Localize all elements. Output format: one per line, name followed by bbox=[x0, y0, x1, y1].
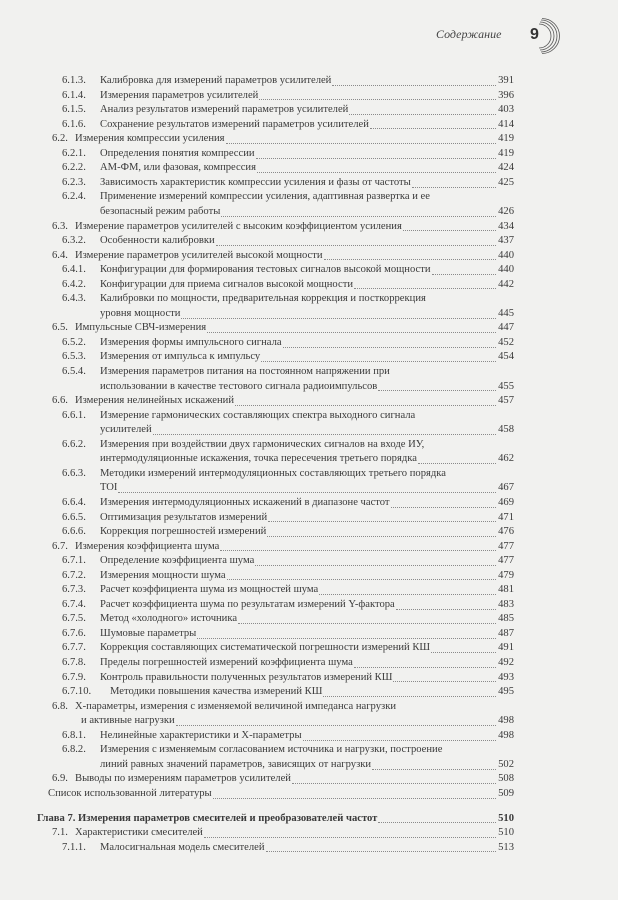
toc-entry-title: Методики повышения качества измерений КШ bbox=[110, 686, 323, 698]
toc-entry-number: 6.4.2. bbox=[62, 278, 86, 290]
dot-leader bbox=[412, 187, 496, 188]
dot-leader bbox=[181, 318, 496, 319]
dot-leader bbox=[197, 638, 496, 639]
toc-entry-title: безопасный режим работы bbox=[100, 205, 221, 217]
toc-entry-number: 6.7.1. bbox=[62, 555, 86, 567]
dot-leader bbox=[261, 361, 496, 362]
running-header-title: Содержание bbox=[436, 27, 502, 41]
toc-entry-title: Применение измерений компрессии усиления, адаптивная развертка и ее bbox=[100, 191, 430, 203]
dot-leader bbox=[176, 725, 496, 726]
dot-leader bbox=[207, 332, 496, 333]
toc-entry-continuation[interactable] bbox=[100, 380, 514, 395]
dot-leader bbox=[267, 536, 496, 537]
toc-entry-title: Определения понятия компрессии bbox=[100, 147, 255, 159]
toc-entry-page: 442 bbox=[498, 278, 514, 290]
toc-entry-number: 6.6.2. bbox=[62, 438, 86, 450]
toc-entry-title: Шумовые параметры bbox=[100, 627, 197, 639]
toc-entry[interactable] bbox=[62, 438, 514, 453]
toc-entry[interactable] bbox=[62, 89, 514, 104]
dot-leader bbox=[418, 463, 496, 464]
toc-entry-title: уровня мощности bbox=[100, 307, 181, 319]
toc-entry-number: 6.6.1. bbox=[62, 409, 86, 421]
toc-entry-page: 391 bbox=[498, 75, 514, 86]
toc-entry-title: Измерение параметров усилителей с высоким коэффициентом усиления bbox=[75, 220, 402, 232]
toc-entry-number: 6.2.1. bbox=[62, 147, 86, 159]
toc-entry-page: 508 bbox=[498, 773, 514, 785]
toc-entry[interactable] bbox=[52, 772, 514, 787]
toc-entry-continuation[interactable] bbox=[100, 481, 514, 496]
toc-entry-page: 419 bbox=[498, 133, 514, 145]
toc-entry[interactable] bbox=[62, 147, 514, 162]
toc-entry[interactable] bbox=[62, 234, 514, 249]
toc-entry-title: Малосигнальная модель смесителей bbox=[100, 841, 265, 853]
dot-leader bbox=[396, 609, 496, 610]
dot-leader bbox=[266, 851, 496, 852]
toc-entry-number: 6.6. bbox=[52, 395, 68, 407]
toc-entry-number: 6.1.4. bbox=[62, 89, 86, 101]
toc-entry-title: Измерения интермодуляционных искажений в диапазоне частот bbox=[100, 496, 390, 508]
toc-entry-title: Измерение гармонических составляющих спектра выходного сигнала bbox=[100, 409, 416, 421]
toc-entry-page: 510 bbox=[498, 812, 514, 824]
toc-entry-number: 7.1.1. bbox=[62, 841, 86, 853]
toc-entry-number: 6.8.2. bbox=[62, 744, 86, 756]
toc-entry-page: 471 bbox=[498, 511, 514, 523]
toc-entry-number: 6.1.6. bbox=[62, 118, 86, 130]
toc-entry[interactable] bbox=[62, 583, 514, 598]
toc-entry-page: 447 bbox=[498, 322, 514, 334]
toc-entry-title: Зависимость характеристик компрессии усиления и фазы от частоты bbox=[100, 176, 411, 188]
toc-entry-page: 481 bbox=[498, 584, 514, 596]
toc-entry-title: Конфигурации для приема сигналов высокой мощности bbox=[100, 278, 353, 290]
toc-entry[interactable] bbox=[62, 190, 514, 205]
toc-entry-title: Калибровки по мощности, предварительная коррекция и посткоррекция bbox=[100, 293, 426, 305]
toc-entry-page: 469 bbox=[498, 496, 514, 508]
dot-leader bbox=[221, 216, 496, 217]
toc-entry-title: Определение коэффициента шума bbox=[100, 555, 255, 567]
toc-entry[interactable] bbox=[62, 569, 514, 584]
toc-entry-title: Конфигурации для формирования тестовых сигналов высокой мощности bbox=[100, 264, 431, 276]
dot-leader bbox=[403, 230, 496, 231]
toc-entry-page: 513 bbox=[498, 841, 514, 853]
dot-leader bbox=[319, 594, 496, 595]
toc-entry-title: Контроль правильности полученных результатов измерений КШ bbox=[100, 671, 393, 683]
toc-entry-number: 6.3. bbox=[52, 220, 68, 232]
toc-entry-page: 485 bbox=[498, 613, 514, 625]
page-number-badge bbox=[526, 18, 562, 54]
dot-leader bbox=[372, 769, 496, 770]
dot-leader bbox=[354, 667, 496, 668]
toc-entry-number: 6.2.2. bbox=[62, 162, 86, 174]
toc-entry-page: 477 bbox=[498, 540, 514, 552]
toc-entry-page: 479 bbox=[498, 569, 514, 581]
toc-entry[interactable] bbox=[62, 467, 514, 482]
toc-entry[interactable] bbox=[62, 278, 514, 293]
toc-entry[interactable] bbox=[62, 743, 514, 758]
dot-leader bbox=[349, 114, 496, 115]
toc-entry-page: 419 bbox=[498, 147, 514, 159]
toc-entry-page: 445 bbox=[498, 307, 514, 319]
toc-entry-title: Измерения формы импульсного сигнала bbox=[100, 336, 282, 348]
dot-leader bbox=[235, 405, 496, 406]
toc-entry[interactable] bbox=[62, 409, 514, 424]
toc-entry-title: АМ-ФМ, или фазовая, компрессия bbox=[100, 162, 256, 174]
toc-entry-number: 6.7.2. bbox=[62, 569, 86, 581]
toc-entry-title: Сохранение результатов измерений параметров усилителей bbox=[100, 118, 369, 130]
toc-entry-page: 396 bbox=[498, 89, 514, 101]
toc-entry-number: 6.7.9. bbox=[62, 671, 86, 683]
toc-entry[interactable] bbox=[62, 176, 514, 191]
toc-entry-page: 498 bbox=[498, 729, 514, 741]
dot-leader bbox=[255, 565, 496, 566]
toc-entry-continuation[interactable] bbox=[100, 307, 514, 322]
toc-entry-number: 6.7.4. bbox=[62, 598, 86, 610]
toc-entry-page: 493 bbox=[498, 671, 514, 683]
toc-entry-title: Калибровка для измерений параметров усилителей bbox=[100, 75, 332, 86]
toc-entry[interactable] bbox=[62, 263, 514, 278]
toc-entry-number: 6.4.1. bbox=[62, 264, 86, 276]
toc-entry-number: 6.3.2. bbox=[62, 235, 86, 247]
toc-entry-title: Измерения при воздействии двух гармонических сигналов на входе ИУ, bbox=[100, 438, 425, 450]
toc-entry-title: Оптимизация результатов измерений bbox=[100, 511, 268, 523]
dot-leader bbox=[220, 550, 496, 551]
toc-entry[interactable] bbox=[62, 627, 514, 642]
toc-entry-title: Измерения от импульса к импульсу bbox=[100, 351, 261, 363]
toc-entry-page: 510 bbox=[498, 827, 514, 839]
toc-entry-page: 414 bbox=[498, 118, 514, 130]
dot-leader bbox=[332, 85, 496, 86]
toc-entry-number: 6.9. bbox=[52, 773, 68, 785]
toc-entry[interactable] bbox=[62, 118, 514, 133]
toc-entry-number: 6.6.5. bbox=[62, 511, 86, 523]
toc-entry-page: 424 bbox=[498, 162, 514, 174]
toc-entry-title: TOI bbox=[100, 482, 118, 494]
toc-entry-page: 458 bbox=[498, 424, 514, 436]
toc-entry[interactable] bbox=[62, 103, 514, 118]
toc-entry[interactable] bbox=[52, 826, 514, 841]
toc-entry-page: 455 bbox=[498, 380, 514, 392]
toc-entry-page: 434 bbox=[498, 220, 514, 232]
dot-leader bbox=[259, 99, 496, 100]
toc-entry-title: Список использованной литературы bbox=[48, 787, 212, 799]
toc-entry-title: использовании в качестве тестового сигнала радиоимпульсов bbox=[100, 380, 378, 392]
toc-entry-continuation[interactable] bbox=[100, 205, 514, 220]
toc-entry-title: Измерения нелинейных искажений bbox=[75, 395, 234, 407]
toc-entry-page: 483 bbox=[498, 598, 514, 610]
toc-entry-title: Коррекция составляющих систематической погрешности измерений КШ bbox=[100, 642, 431, 654]
toc-entry[interactable] bbox=[62, 525, 514, 540]
toc-entry[interactable] bbox=[62, 598, 514, 613]
toc-entry-continuation[interactable] bbox=[100, 423, 514, 438]
toc-entry[interactable] bbox=[48, 787, 514, 802]
toc-entry-title: Измерения с изменяемым согласованием источника и нагрузки, построение bbox=[100, 744, 443, 756]
dot-leader bbox=[268, 521, 496, 522]
toc-entry-title: Анализ результатов измерений параметров усилителей bbox=[100, 104, 349, 116]
toc-entry-page: 502 bbox=[498, 758, 514, 770]
toc-entry-number: 6.5.4. bbox=[62, 366, 86, 377]
toc-entry-page: 440 bbox=[498, 264, 514, 276]
dot-leader bbox=[391, 507, 496, 508]
toc-entry[interactable] bbox=[62, 671, 514, 686]
toc-entry-title: Расчет коэффициента шума по результатам измерений Y-фактора bbox=[100, 598, 395, 610]
dot-leader bbox=[238, 623, 496, 624]
toc-entry[interactable] bbox=[52, 394, 514, 409]
toc-entry-page: 425 bbox=[498, 176, 514, 188]
toc-entry[interactable] bbox=[62, 841, 514, 856]
dot-leader bbox=[292, 783, 496, 784]
toc-entry[interactable] bbox=[52, 700, 514, 715]
toc-entry-title: Глава 7. Измерения параметров смесителей и преобразователей частот bbox=[37, 812, 378, 824]
toc-entry-number: 6.7.10. bbox=[62, 686, 92, 698]
toc-entry-number: 6.6.3. bbox=[62, 467, 86, 479]
page-number: 9 bbox=[530, 26, 539, 43]
toc-entry-title: линий равных значений параметров, зависящих от нагрузки bbox=[100, 758, 372, 770]
dot-leader bbox=[432, 274, 496, 275]
toc-entry[interactable] bbox=[62, 336, 514, 351]
toc-entry-title: Особенности калибровки bbox=[100, 235, 215, 247]
toc-entry[interactable] bbox=[52, 132, 514, 147]
toc-entry-page: 457 bbox=[498, 395, 514, 407]
toc-entry-page: 476 bbox=[498, 526, 514, 538]
toc-entry-page: 440 bbox=[498, 249, 514, 261]
toc-entry-title: Метод «холодного» источника bbox=[100, 613, 238, 625]
toc-entry[interactable] bbox=[62, 656, 514, 671]
toc-entry-title: Коррекция погрешностей измерений bbox=[100, 526, 267, 538]
dot-leader bbox=[204, 837, 496, 838]
dot-leader bbox=[393, 681, 496, 682]
dot-leader bbox=[153, 434, 496, 435]
toc-entry[interactable] bbox=[62, 612, 514, 627]
dot-leader bbox=[257, 172, 496, 173]
toc-entry[interactable] bbox=[62, 685, 514, 700]
toc-entry[interactable] bbox=[52, 321, 514, 336]
toc-entry[interactable] bbox=[62, 496, 514, 511]
toc-entry-number: 6.7.5. bbox=[62, 613, 86, 625]
toc-entry-number: 6.7.8. bbox=[62, 657, 86, 668]
toc-entry-title: X-параметры, измерения с изменяемой величиной импеданса нагрузки bbox=[75, 700, 397, 712]
toc-entry-number: 6.2.4. bbox=[62, 191, 86, 203]
toc-entry-page: 426 bbox=[498, 205, 514, 217]
toc-entry-number: 6.7. bbox=[52, 540, 68, 552]
toc-entry-number: 6.7.7. bbox=[62, 642, 86, 654]
dot-leader bbox=[303, 740, 496, 741]
toc-entry[interactable] bbox=[62, 365, 514, 380]
dot-leader bbox=[283, 347, 496, 348]
toc-entry-page: 452 bbox=[498, 336, 514, 348]
toc-entry-title: Выводы по измерениям параметров усилителей bbox=[75, 773, 291, 785]
toc-entry-continuation[interactable] bbox=[100, 452, 514, 467]
toc-entry-page: 454 bbox=[498, 351, 514, 363]
toc-entry-number: 7.1. bbox=[52, 827, 68, 839]
dot-leader bbox=[226, 143, 496, 144]
toc-entry-title: Импульсные СВЧ-измерения bbox=[75, 322, 207, 334]
toc-entry-page: 437 bbox=[498, 235, 514, 247]
toc-entry-continuation[interactable] bbox=[100, 758, 514, 773]
toc-entry-page: 509 bbox=[498, 787, 514, 799]
toc-entry-number: 6.7.6. bbox=[62, 627, 86, 639]
dot-leader bbox=[378, 822, 496, 823]
dot-leader bbox=[227, 579, 496, 580]
toc-entry-title: Измерения параметров питания на постоянном напряжении при bbox=[100, 366, 390, 377]
toc-entry[interactable] bbox=[37, 812, 514, 827]
toc-entry-number: 6.5.3. bbox=[62, 351, 86, 363]
toc-entry-title: Измерения мощности шума bbox=[100, 569, 226, 581]
toc-entry-number: 6.8. bbox=[52, 700, 68, 712]
toc-entry-continuation[interactable] bbox=[81, 714, 514, 729]
toc-entry[interactable] bbox=[62, 292, 514, 307]
toc-entry-number: 6.2. bbox=[52, 133, 68, 145]
dot-leader bbox=[216, 245, 496, 246]
toc-entry-number: 6.6.4. bbox=[62, 496, 86, 508]
toc-entry[interactable] bbox=[62, 729, 514, 744]
toc-entry[interactable] bbox=[62, 554, 514, 569]
toc-entry[interactable] bbox=[62, 350, 514, 365]
dot-leader bbox=[256, 158, 496, 159]
toc-entry-number: 6.1.5. bbox=[62, 104, 86, 116]
toc-entry-page: 498 bbox=[498, 715, 514, 727]
dot-leader bbox=[354, 288, 496, 289]
toc-entry-page: 477 bbox=[498, 555, 514, 567]
toc-entry-page: 491 bbox=[498, 642, 514, 654]
toc-entry-page: 492 bbox=[498, 657, 514, 668]
dot-leader bbox=[378, 390, 496, 391]
toc-entry-number: 6.7.3. bbox=[62, 584, 86, 596]
toc-entry-page: 487 bbox=[498, 627, 514, 639]
dot-leader bbox=[324, 259, 496, 260]
toc-entry-number: 6.5. bbox=[52, 322, 68, 334]
toc-entry-title: Измерение параметров усилителей высокой мощности bbox=[75, 249, 323, 261]
toc-entry[interactable] bbox=[62, 74, 514, 89]
dot-leader bbox=[213, 798, 496, 799]
dot-leader bbox=[431, 652, 496, 653]
toc-entry-title: Измерения коэффициента шума bbox=[75, 540, 220, 552]
toc-entry[interactable] bbox=[52, 249, 514, 264]
toc-entry-title: интермодуляционные искажения, точка пересечения третьего порядка bbox=[100, 453, 417, 465]
toc-entry-page: 495 bbox=[498, 686, 514, 698]
toc-entry[interactable] bbox=[62, 511, 514, 526]
toc-entry-number: 6.2.3. bbox=[62, 176, 86, 188]
toc-entry-title: Измерения компрессии усиления bbox=[75, 133, 225, 145]
toc-entry[interactable] bbox=[52, 220, 514, 235]
toc-entry-number: 6.4.3. bbox=[62, 293, 86, 305]
dot-leader bbox=[370, 128, 496, 129]
toc-entry-number: 6.4. bbox=[52, 249, 68, 261]
toc-entry-title: Пределы погрешностей измерений коэффициента шума bbox=[100, 657, 353, 668]
toc-entry-title: усилителей bbox=[100, 424, 152, 436]
toc-entry-number: 6.5.2. bbox=[62, 336, 86, 348]
toc-entry-title: Методики измерений интермодуляционных составляющих третьего порядка bbox=[100, 467, 446, 479]
toc-entry-number: 6.6.6. bbox=[62, 526, 86, 538]
toc-entry[interactable] bbox=[52, 540, 514, 555]
dot-leader bbox=[323, 696, 496, 697]
toc-entry-title: Измерения параметров усилителей bbox=[100, 89, 259, 101]
toc-entry-title: и активные нагрузки bbox=[81, 715, 175, 727]
toc-entry-page: 462 bbox=[498, 453, 514, 465]
toc-entry-title: Нелинейные характеристики и X-параметры bbox=[100, 729, 302, 741]
toc-entry-page: 467 bbox=[498, 482, 514, 494]
toc-entry-number: 6.1.3. bbox=[62, 75, 86, 86]
toc-entry[interactable] bbox=[62, 641, 514, 656]
toc-entry-title: Характеристики смесителей bbox=[75, 827, 203, 839]
toc-entry-title: Расчет коэффициента шума из мощностей шума bbox=[100, 584, 319, 596]
toc-entry-number: 6.8.1. bbox=[62, 729, 86, 741]
toc-entry-page: 403 bbox=[498, 104, 514, 116]
dot-leader bbox=[118, 492, 496, 493]
toc-entry[interactable] bbox=[62, 161, 514, 176]
